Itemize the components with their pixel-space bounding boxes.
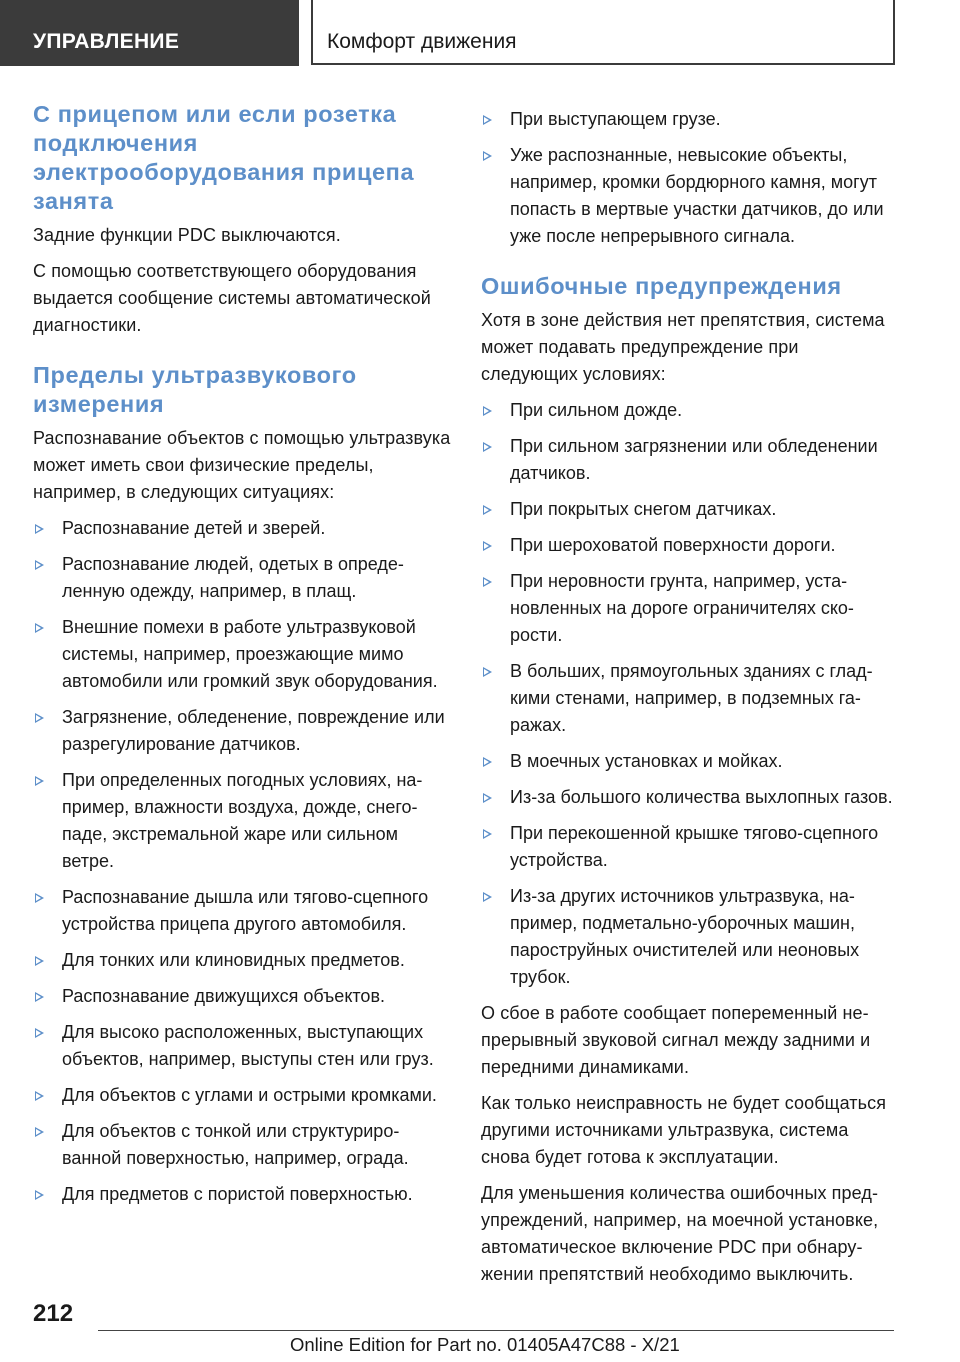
paragraph: Распознавание объектов с помощью ультразвука может иметь свои физические пределы, например, в следующих ситуациях: [33, 428, 451, 502]
bullet-arrow-icon [483, 406, 492, 416]
bullet-arrow-icon [35, 560, 44, 570]
bullet-arrow-icon [35, 623, 44, 633]
edition-footer: Online Edition for Part no. 01405A47C88 - X/21 [290, 1334, 680, 1355]
list-item: Для тонких или клиновидных предметов. [33, 947, 451, 974]
bullet-list [481, 106, 899, 250]
bullet-arrow-icon [35, 1127, 44, 1137]
left-column [33, 100, 451, 1217]
bullet-arrow-icon [35, 992, 44, 1002]
bullet-arrow-icon [35, 1028, 44, 1038]
list-item: При перекошенной крышке тягово-сцепного устройства. [481, 820, 899, 874]
bullet-arrow-icon [483, 793, 492, 803]
section-title: УПРАВЛЕНИЕ [33, 30, 180, 53]
bullet-arrow-icon [483, 757, 492, 767]
list-item: Для предметов с пористой поверхностью. [33, 1181, 451, 1208]
list-item: При покрытых снегом датчиках. [481, 496, 899, 523]
bullet-arrow-icon [483, 505, 492, 515]
list-item: Для объектов с углами и острыми кромками. [33, 1082, 451, 1109]
list-item: Для высоко расположенных, выступающих объектов, например, выступы стен или груз. [33, 1019, 451, 1073]
list-item: Загрязнение, обледенение, повреждение или разрегулирование датчиков. [33, 704, 451, 758]
list-item: Распознавание дышла или тягово-сцепного устройства прицепа другого автомобиля. [33, 884, 451, 938]
list-item: В моечных установках и мойках. [481, 748, 899, 775]
heading-trailer-socket: С прицепом или если розетка подключения электрооборудования прицепа занята [33, 101, 415, 214]
paragraph: С помощью соответствующего оборудования выдается сообщение системы автоматической диагностики. [33, 261, 431, 335]
list-item: Распознавание детей и зверей. [33, 515, 451, 542]
list-item: Для объектов с тонкой или структурированной поверхностью, например, ограда. [33, 1118, 451, 1172]
heading-ultrasonic-limits: Пределы ультразвукового измерения [33, 362, 357, 417]
bullet-arrow-icon [483, 151, 492, 161]
bullet-arrow-icon [35, 524, 44, 534]
bullet-list [33, 515, 451, 1208]
bullet-arrow-icon [35, 1190, 44, 1200]
bullet-list [481, 397, 899, 991]
heading-false-warnings: Ошибочные предупреждения [481, 273, 842, 299]
bullet-arrow-icon [483, 829, 492, 839]
list-item: При выступающем грузе. [481, 106, 899, 133]
bullet-arrow-icon [483, 577, 492, 587]
topic-title: Комфорт движения [327, 30, 517, 53]
bullet-arrow-icon [483, 667, 492, 677]
list-item: Внешние помехи в работе ультразвуковой системы, например, проезжающие мимо автомобили или громкий звук оборудования. [33, 614, 451, 695]
bullet-arrow-icon [35, 1091, 44, 1101]
list-item: Из-за других источников ультразвука, например, подметально-уборочных машин, пароструйных очистителей или неоновых трубок. [481, 883, 899, 991]
list-item: При сильном дожде. [481, 397, 899, 424]
footer-divider [98, 1330, 894, 1331]
bullet-arrow-icon [483, 541, 492, 551]
list-item: При шероховатой поверхности дороги. [481, 532, 899, 559]
bullet-arrow-icon [35, 956, 44, 966]
topic-tab [311, 0, 895, 65]
page-number: 212 [33, 1300, 74, 1327]
list-item: При сильном загрязнении или обледенении датчиков. [481, 433, 899, 487]
paragraph: Хотя в зоне действия нет препятствия, система может подавать предупреждение при следующих условиях: [481, 310, 885, 384]
paragraph: Как только неисправность не будет сообщаться другими источниками ультразвука, система снова будет готова к эксплуатации. [481, 1093, 887, 1167]
list-item: Уже распознанные, невысокие объекты, например, кромки бордюрного камня, могут попасть в мертвые участки датчиков, до или уже после непрерывного сигнала. [481, 142, 899, 250]
bullet-arrow-icon [483, 892, 492, 902]
list-item: Распознавание людей, одетых в определенную одежду, например, в плащ. [33, 551, 451, 605]
paragraph: Задние функции PDC выключаются. [33, 225, 341, 245]
list-item: Из-за большого количества выхлопных газов. [481, 784, 899, 811]
paragraph: О сбое в работе сообщает попеременный непрерывный звуковой сигнал между задними и передними динамиками. [481, 1003, 871, 1077]
paragraph: Для уменьшения количества ошибочных предупреждений, например, на моечной установке, автоматическое включение PDC при обнаружении препятствий необходимо выключить. [481, 1183, 879, 1284]
list-item: В больших, прямоугольных зданиях с гладкими стенами, например, в подземных гаражах. [481, 658, 899, 739]
list-item: Распознавание движущихся объектов. [33, 983, 451, 1010]
list-item: При определенных погодных условиях, например, влажности воздуха, дожде, снегопаде, экстремальной жаре или сильном ветре. [33, 767, 451, 875]
bullet-arrow-icon [483, 115, 492, 125]
bullet-arrow-icon [483, 442, 492, 452]
list-item: При неровности грунта, например, установленных на дороге ограничителях скорости. [481, 568, 899, 649]
bullet-arrow-icon [35, 713, 44, 723]
right-column [481, 106, 899, 1297]
section-tab [0, 0, 299, 66]
bullet-arrow-icon [35, 776, 44, 786]
bullet-arrow-icon [35, 893, 44, 903]
